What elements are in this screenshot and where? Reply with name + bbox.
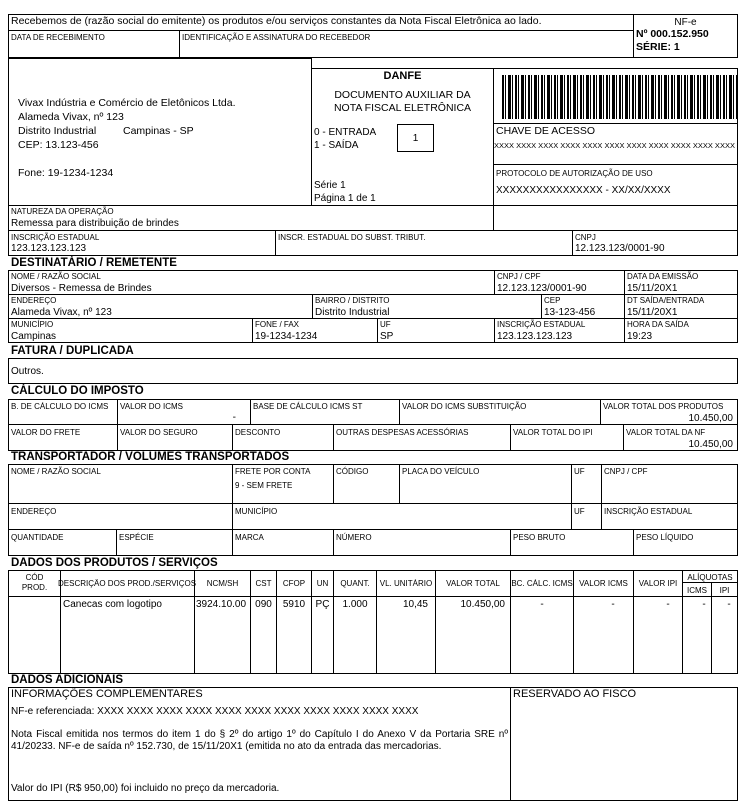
- transportador-title: TRANSPORTADOR / VOLUMES TRANSPORTADOS: [11, 451, 290, 463]
- emitente-ie-value: 123.123.123.123: [11, 243, 87, 254]
- transp-peso-bruto-label: PESO BRUTO: [513, 533, 566, 542]
- dest-hora-value: 19:23: [627, 331, 653, 342]
- transp-especie-label: ESPÉCIE: [119, 533, 154, 542]
- dest-emissao-label: DATA DA EMISSÃO: [627, 272, 699, 281]
- natureza-value: Remessa para distribuição de brindes: [11, 218, 179, 229]
- dest-ie-value: 123.123.123.123: [497, 331, 573, 342]
- th-descricao: DESCRIÇÃO DOS PROD./SERVIÇOS: [58, 579, 196, 588]
- protocolo-label: PROTOCOLO DE AUTORIZAÇÃO DE USO: [496, 169, 653, 178]
- danfe-sub2: NOTA FISCAL ELETRÔNICA: [333, 102, 472, 114]
- emitente-cnpj-label: CNPJ: [575, 233, 596, 242]
- outras-label: OUTRAS DESPESAS ACESSÓRIAS: [336, 428, 469, 437]
- transp-frete-label: FRETE POR CONTA: [235, 467, 311, 476]
- dest-saida-value: 15/11/20X1: [627, 307, 678, 318]
- reservado-fisco-label: RESERVADO AO FISCO: [513, 688, 637, 700]
- dest-endereco-label: ENDEREÇO: [11, 296, 57, 305]
- th-valor-ipi: VALOR IPI: [638, 579, 678, 588]
- cell-valor-ipi: -: [666, 599, 670, 610]
- dest-cnpj-value: 12.123.123/0001-90: [497, 283, 587, 294]
- canhoto-numero: Nº 000.152.950: [636, 28, 709, 40]
- emitente-endereco: Alameda Vivax, nº 123: [18, 111, 124, 123]
- bc-icms-st-label: BASE DE CÁLCULO ICMS ST: [253, 402, 363, 411]
- transp-endereco-label: ENDEREÇO: [11, 507, 57, 516]
- reservado-fisco-box: [510, 687, 738, 801]
- total-produtos-value: 10.450,00: [688, 413, 733, 424]
- natureza-right-box: [493, 205, 738, 231]
- cell-cst: 090: [255, 599, 272, 610]
- cell-aliq-icms: -: [702, 599, 706, 610]
- desconto-label: DESCONTO: [235, 428, 281, 437]
- dest-endereco-value: Alameda Vivax, nº 123: [11, 307, 112, 318]
- frete-label: VALOR DO FRETE: [11, 428, 81, 437]
- fatura-box: [8, 358, 738, 384]
- total-produtos-label: VALOR TOTAL DOS PRODUTOS: [603, 402, 724, 411]
- chave-value: XXXX XXXX XXXX XXXX XXXX XXXX XXXX XXXX XXXX XXXX XXXX: [494, 141, 735, 150]
- dest-ie-label: INSCRIÇÃO ESTADUAL: [497, 320, 586, 329]
- fatura-value: Outros.: [11, 366, 44, 377]
- canhoto-recebemos-text: Recebemos de (razão social do emitente) os produtos e/ou serviços constantes da Nota Fiscal Eletrônica ao lado.: [11, 15, 542, 27]
- danfe-pagina: Página 1 de 1: [314, 193, 376, 204]
- th-cst: CST: [255, 579, 272, 588]
- th-aliq-ipi: IPI: [719, 586, 730, 595]
- transp-municipio-label: MUNICÍPIO: [235, 507, 278, 516]
- danfe-sub1: DOCUMENTO AUXILIAR DA: [334, 89, 471, 101]
- danfe-serie: Série 1: [314, 180, 346, 191]
- barcode: [502, 75, 738, 119]
- cell-descricao: Canecas com logotipo: [63, 599, 162, 610]
- natureza-label: NATUREZA DA OPERAÇÃO: [11, 207, 114, 216]
- total-nf-value: 10.450,00: [688, 439, 733, 450]
- th-cfop: CFOP: [282, 579, 306, 588]
- identificacao-label: IDENTIFICAÇÃO E ASSINATURA DO RECEBEDOR: [182, 33, 371, 42]
- transp-codigo-label: CÓDIGO: [336, 467, 369, 476]
- emitente-fone: Fone: 19-1234-1234: [18, 167, 114, 179]
- imposto-title: CÁLCULO DO IMPOSTO: [11, 385, 144, 397]
- transp-municipio-box: [232, 503, 572, 530]
- dest-fone-label: FONE / FAX: [255, 320, 300, 329]
- transp-quantidade-label: QUANTIDADE: [11, 533, 64, 542]
- emitente-cep: CEP: 13.123-456: [18, 139, 99, 151]
- dest-municipio-label: MUNICÍPIO: [11, 320, 54, 329]
- ipi-label: VALOR TOTAL DO IPI: [513, 428, 593, 437]
- chave-label: CHAVE DE ACESSO: [496, 125, 596, 137]
- emitente-cnpj-value: 12.123.123/0001-90: [575, 243, 665, 254]
- danfe-saida: 1 - SAÍDA: [314, 140, 359, 151]
- th-bc-icms: BC. CÁLC. ICMS: [511, 579, 573, 588]
- th-valor-icms: VALOR ICMS: [579, 579, 628, 588]
- data-recebimento-label: DATA DE RECEBIMENTO: [11, 33, 105, 42]
- th-vl-total: VALOR TOTAL: [446, 579, 500, 588]
- emitente-cidade: Campinas - SP: [123, 125, 194, 137]
- emitente-ie-st-label: INSCR. ESTADUAL DO SUBST. TRIBUT.: [278, 233, 426, 242]
- ipi-texto: Valor do IPI (R$ 950,00) foi incluido no preço da mercadoria.: [11, 783, 280, 794]
- transp-placa-label: PLACA DO VEÍCULO: [402, 467, 480, 476]
- th-aliq-icms: ICMS: [687, 586, 707, 595]
- total-nf-label: VALOR TOTAL DA NF: [626, 428, 706, 437]
- dest-cnpj-label: CNPJ / CPF: [497, 272, 541, 281]
- seguro-label: VALOR DO SEGURO: [120, 428, 198, 437]
- cell-ncm: 3924.10.00: [196, 599, 247, 610]
- dest-cep-value: 13-123-456: [544, 307, 596, 318]
- info-texto: Nota Fiscal emitida nos termos do item 1 do § 2º do artigo 1º do Capítulo I do Anexo V da Portaria SRE nº 41/20233. NF-e de saída nº 152.730, de 15/11/20X1 (emitida no ato da entrada das mercadorias.: [11, 729, 508, 752]
- dest-emissao-value: 15/11/20X1: [627, 283, 678, 294]
- th-ncm: NCM/SH: [206, 579, 239, 588]
- destinatario-title: DESTINATÁRIO / REMETENTE: [11, 257, 177, 269]
- dest-nome-value: Diversos - Remessa de Brindes: [11, 283, 152, 294]
- adicionais-title: DADOS ADICIONAIS: [11, 674, 124, 686]
- bc-icms-label: B. DE CÁLCULO DO ICMS: [11, 402, 109, 411]
- cell-quant: 1.000: [342, 599, 368, 610]
- emitente-nome: Vivax Indústria e Comércio de Eletônicos Ltda.: [18, 97, 236, 109]
- dest-saida-label: DT SAÍDA/ENTRADA: [627, 296, 705, 305]
- dest-nome-label: NOME / RAZÃO SOCIAL: [11, 272, 101, 281]
- emitente-ie-label: INSCRIÇÃO ESTADUAL: [11, 233, 100, 242]
- dest-uf-value: SP: [380, 331, 394, 342]
- produtos-title: DADOS DOS PRODUTOS / SERVIÇOS: [11, 557, 218, 569]
- cell-cfop: 5910: [282, 599, 306, 610]
- info-complementares-label: INFORMAÇÕES COMPLEMENTARES: [11, 688, 203, 700]
- canhoto-nfe-label: NF-e: [674, 17, 697, 28]
- dest-fone-value: 19-1234-1234: [255, 331, 318, 342]
- th-quant: QUANT.: [340, 579, 370, 588]
- danfe-tipo: 1: [412, 133, 419, 144]
- valor-icms-st-label: VALOR DO ICMS SUBSTITUIÇÃO: [402, 402, 527, 411]
- th-aliquotas: ALÍQUOTAS: [687, 573, 733, 582]
- transp-ie-label: INSCRIÇÃO ESTADUAL: [604, 507, 693, 516]
- protocolo-value: XXXXXXXXXXXXXXXX - XX/XX/XXXX: [496, 185, 671, 196]
- fatura-title: FATURA / DUPLICADA: [11, 345, 134, 357]
- th-un: UN: [316, 579, 329, 588]
- dest-uf-box: [377, 318, 495, 343]
- transp-nome-label: NOME / RAZÃO SOCIAL: [11, 467, 101, 476]
- dest-bairro-label: BAIRRO / DISTRITO: [315, 296, 390, 305]
- transp-uf2-label: UF: [574, 507, 585, 516]
- danfe-entrada: 0 - ENTRADA: [314, 127, 377, 138]
- transp-numero-label: NÚMERO: [336, 533, 372, 542]
- transp-uf-label: UF: [574, 467, 585, 476]
- dest-hora-label: HORA DA SAÍDA: [627, 320, 689, 329]
- cell-bc-icms: -: [540, 599, 544, 610]
- th-vl-unit: VL. UNITÁRIO: [379, 579, 433, 588]
- dest-bairro-value: Distrito Industrial: [315, 307, 390, 318]
- cell-aliq-ipi: -: [727, 599, 731, 610]
- valor-icms-value: -: [232, 412, 236, 423]
- transp-marca-label: MARCA: [235, 533, 264, 542]
- transp-frete-value: 9 - SEM FRETE: [235, 481, 293, 490]
- cell-valor-icms: -: [611, 599, 615, 610]
- transp-cnpj-label: CNPJ / CPF: [604, 467, 648, 476]
- canhoto-serie: SÉRIE: 1: [636, 41, 680, 53]
- cell-vl-total: 10.450,00: [460, 599, 505, 610]
- dest-uf-label: UF: [380, 320, 391, 329]
- emitente-bairro: Distrito Industrial: [18, 125, 97, 137]
- th-cod: CÓD PROD.: [21, 573, 48, 592]
- cell-un: PÇ: [315, 599, 330, 610]
- nfe-referenciada: NF-e referenciada: XXXX XXXX XXXX XXXX XXXX XXXX XXXX XXXX XXXX XXXX XXXX: [11, 706, 419, 717]
- transp-peso-liquido-label: PESO LÍQUIDO: [636, 533, 694, 542]
- danfe-titulo: DANFE: [383, 70, 422, 82]
- dest-cep-label: CEP: [544, 296, 561, 305]
- valor-icms-label: VALOR DO ICMS: [120, 402, 183, 411]
- cell-vl-unit: 10,45: [402, 599, 428, 610]
- dest-municipio-value: Campinas: [11, 331, 57, 342]
